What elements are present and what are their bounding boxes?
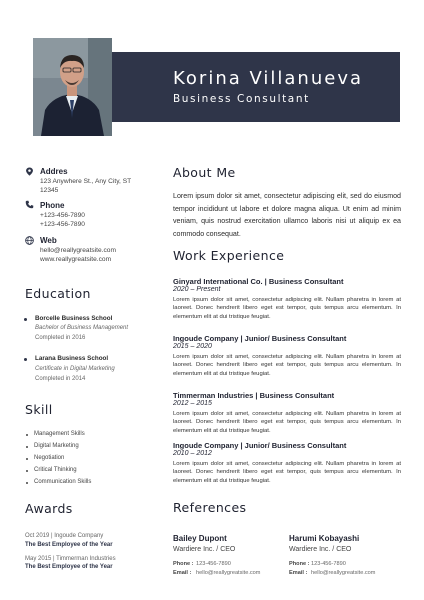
candidate-name: Korina Villanueva — [173, 68, 364, 89]
reference-email[interactable]: hello@reallygreatsite.com — [196, 570, 261, 576]
reference-org: Wardiere Inc. / CEO — [173, 546, 236, 553]
skill-item: Management Skills — [34, 431, 85, 437]
job-dates: 2010 – 2012 — [173, 450, 212, 457]
portrait-image — [33, 38, 112, 136]
award-meta: May 2015 | Timmerman Industries — [25, 556, 116, 562]
address-label: Addres — [40, 167, 68, 176]
reference-email-label: Email : — [173, 570, 192, 576]
reference-phone: 123-456-7890 — [311, 561, 346, 567]
job-description: Lorem ipsum dolor sit amet, consectetur adipiscing elit. Nullam pharetra in lorem at laoreet. Donec hendrerit libero eget est tempor, quis tempus arcu elementum. In elementum elit at dui tristique feugiat. — [173, 354, 401, 377]
reference-email-label: Email : — [289, 570, 308, 576]
reference-org: Wardiere Inc. / CEO — [289, 546, 352, 553]
education-year: Completed in 2016 — [35, 335, 86, 341]
skill-item: Communication Skills — [34, 479, 92, 485]
award-title: The Best Employee of the Year — [25, 542, 113, 548]
skill-bullet — [26, 446, 28, 448]
job-description: Lorem ipsum dolor sit amet, consectetur adipiscing elit. Nullam pharetra in lorem at laoreet. Donec hendrerit libero eget est tempor, quis tempus arcu elementum. In elementum elit at dui tristique feugiat. — [173, 461, 401, 484]
education-title: Education — [25, 286, 91, 301]
awards-title: Awards — [25, 501, 73, 516]
address-line-2: 12345 — [40, 187, 59, 194]
skill-item: Critical Thinking — [34, 467, 77, 473]
reference-name: Harumi Kobayashi — [289, 534, 360, 543]
job-description: Lorem ipsum dolor sit amet, consectetur adipiscing elit. Nullam pharetra in lorem at laoreet. Donec hendrerit libero eget est tempor, quis tempus arcu elementum. In elementum elit at dui tristique feugiat. — [173, 297, 401, 320]
job-dates: 2015 – 2020 — [173, 343, 212, 350]
about-text: Lorem ipsum dolor sit amet, consectetur adipiscing elit, sed do eiusmod tempor incididunt ut labore et dolore magna aliqua. Ut enim ad minim veniam, quis nostrud exercitation ullamco laboris nisi ut aliquip ex ea commodo consequat. — [173, 192, 401, 238]
award-title: The Best Employee of the Year — [25, 564, 113, 570]
skills-title: Skill — [25, 402, 53, 417]
skill-item: Negotiation — [34, 455, 65, 461]
web-email[interactable]: hello@reallygreatsite.com — [40, 247, 116, 254]
phone-line-2: +123-456-7890 — [40, 221, 85, 228]
reference-name: Bailey Dupont — [173, 534, 227, 543]
reference-phone: 123-456-7890 — [196, 561, 231, 567]
about-title: About Me — [173, 165, 236, 180]
phone-label: Phone — [40, 201, 65, 210]
job-heading: Ingoude Company | Junior/ Business Consultant — [173, 334, 347, 343]
skill-bullet — [26, 434, 28, 436]
reference-phone-label: Phone : — [173, 561, 194, 567]
reference-email[interactable]: hello@reallygreatsite.com — [311, 570, 376, 576]
skill-bullet — [26, 482, 28, 484]
job-dates: 2020 – Present — [173, 286, 221, 293]
reference-phone-label: Phone : — [289, 561, 310, 567]
job-heading: Timmerman Industries | Business Consultant — [173, 391, 335, 400]
phone-icon — [25, 200, 34, 209]
web-label: Web — [40, 236, 57, 245]
location-pin-icon — [25, 167, 34, 176]
education-degree: Bachelor of Business Management — [35, 325, 129, 331]
skill-bullet — [26, 458, 28, 460]
web-url[interactable]: www.reallygreatsite.com — [40, 256, 112, 263]
award-meta: Oct 2019 | Ingoude Company — [25, 533, 104, 539]
experience-title: Work Experience — [173, 248, 285, 263]
phone-line-1: +123-456-7890 — [40, 212, 85, 219]
candidate-role: Business Consultant — [173, 93, 310, 105]
job-dates: 2012 – 2015 — [173, 400, 212, 407]
education-school: Borcelle Business School — [35, 315, 113, 322]
job-description: Lorem ipsum dolor sit amet, consectetur adipiscing elit. Nullam pharetra in lorem at laoreet. Donec hendrerit libero eget est tempor, quis tempus arcu elementum. In elementum elit at dui tristique feugiat. — [173, 411, 401, 434]
education-bullet — [24, 358, 27, 361]
education-school: Larana Business School — [35, 355, 109, 362]
address-line-1: 123 Anywhere St., Any City, ST — [40, 178, 132, 185]
globe-icon — [25, 236, 34, 245]
education-year: Completed in 2014 — [35, 376, 86, 382]
education-degree: Certificate in Digital Marketing — [35, 366, 115, 372]
skill-item: Digital Marketing — [34, 443, 79, 449]
job-heading: Ginyard International Co. | Business Consultant — [173, 277, 344, 286]
profile-photo — [33, 38, 112, 136]
job-heading: Ingoude Company | Junior/ Business Consultant — [173, 441, 347, 450]
skill-bullet — [26, 470, 28, 472]
education-bullet — [24, 318, 27, 321]
references-title: References — [173, 500, 247, 515]
